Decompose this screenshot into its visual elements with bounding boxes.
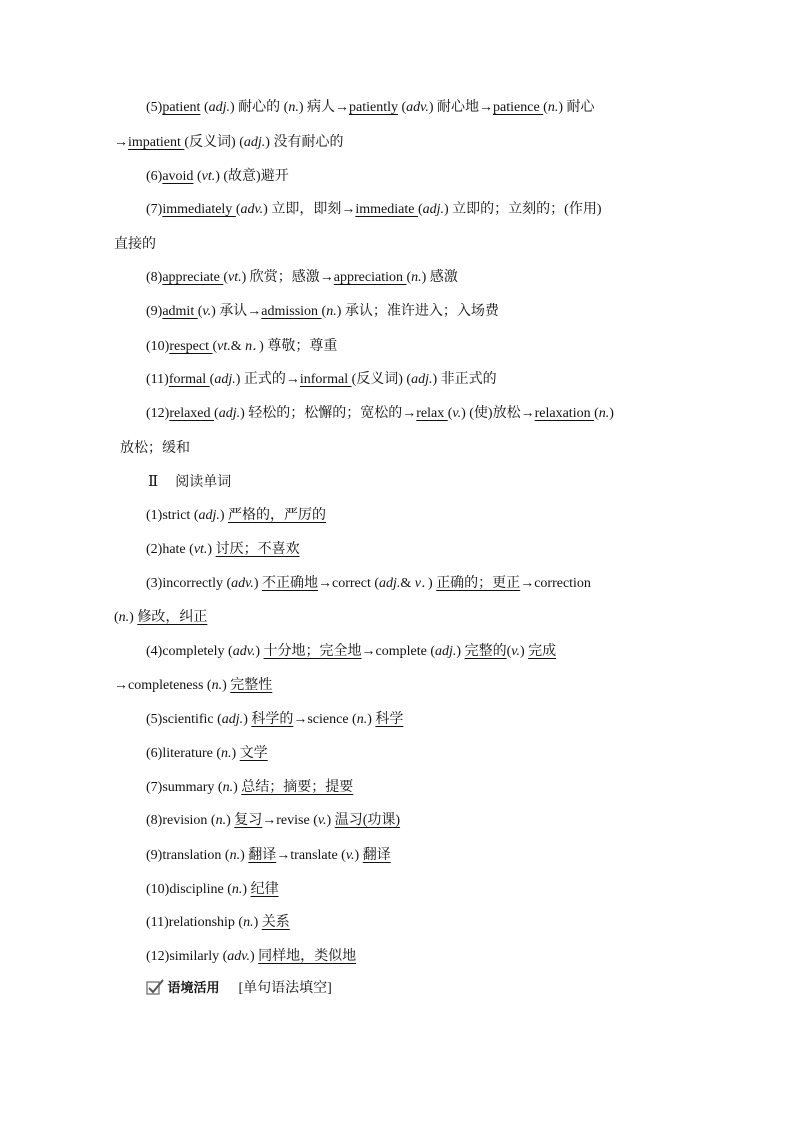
vocab-line-respect: (10)respect (vt.& n．) 尊敬；尊重 xyxy=(146,339,338,354)
reading-word-line: (3)incorrectly (adv.) 不正确地→correct (adj.& v．) 正确的；更正→correction xyxy=(146,576,591,591)
vocab-line-avoid: (6)avoid (vt.) (故意)避开 xyxy=(146,169,289,184)
context-usage-subtitle: [单句语法填空] xyxy=(238,981,332,996)
vocab-line-patient: (5)patient (adj.) 耐心的 (n.) 病人→patiently (adv.) 耐心地→patience (n.) 耐心 xyxy=(146,100,595,115)
vocab-line-admit: (9)admit (v.) 承认→admission (n.) 承认；准许进入；入场费 xyxy=(146,304,499,319)
reading-word-line: (2)hate (vt.) 讨厌；不喜欢 xyxy=(146,542,300,557)
reading-word-line: (7)summary (n.) 总结；摘要；提要 xyxy=(146,780,354,795)
reading-word-line: (5)scientific (adj.) 科学的→science (n.) 科学 xyxy=(146,712,404,727)
section-heading xyxy=(148,472,231,492)
reading-word-line: (11)relationship (n.) 关系 xyxy=(146,915,290,930)
reading-word-line: (1)strict (adj.) 严格的，严厉的 xyxy=(146,508,327,523)
reading-word-line: →completeness (n.) 完整性 xyxy=(114,678,273,693)
section-numeral: Ⅱ xyxy=(148,474,159,490)
vocab-line-impatient: →impatient (反义词) (adj.) 没有耐心的 xyxy=(114,135,344,150)
context-usage-heading xyxy=(146,979,332,999)
vocab-line-relaxed: (12)relaxed (adj.) 轻松的；松懈的；宽松的→relax (v.) (使)放松→relaxation (n.) xyxy=(146,406,614,421)
reading-word-line: (8)revision (n.) 复习→revise (v.) 温习(功课) xyxy=(146,813,401,828)
vocab-line-appreciate: (8)appreciate (vt.) 欣赏；感激→appreciation (n.) 感激 xyxy=(146,270,458,285)
vocab-line-immediately: (7)immediately (adv.) 立即，即刻→immediate (adj.) 立即的；立刻的；(作用) xyxy=(146,202,602,217)
vocab-line-continuation: 放松；缓和 xyxy=(120,441,190,456)
checkbox-check-icon xyxy=(146,979,164,995)
section-title: 阅读单词 xyxy=(175,475,232,490)
reading-word-line: (10)discipline (n.) 纪律 xyxy=(146,882,279,897)
vocab-line-formal: (11)formal (adj.) 正式的→informal (反义词) (adj.) 非正式的 xyxy=(146,372,497,387)
reading-word-line: (n.) 修改，纠正 xyxy=(114,610,208,625)
reading-word-line: (4)completely (adv.) 十分地；完全地→complete (adj.) 完整的(v.) 完成 xyxy=(146,644,557,659)
reading-word-line: (12)similarly (adv.) 同样地，类似地 xyxy=(146,949,357,964)
vocab-line-continuation: 直接的 xyxy=(114,237,156,252)
reading-word-line: (6)literature (n.) 文学 xyxy=(146,746,268,761)
context-usage-title: 语境活用 xyxy=(167,981,220,996)
reading-word-line: (9)translation (n.) 翻译→translate (v.) 翻译 xyxy=(146,848,391,863)
